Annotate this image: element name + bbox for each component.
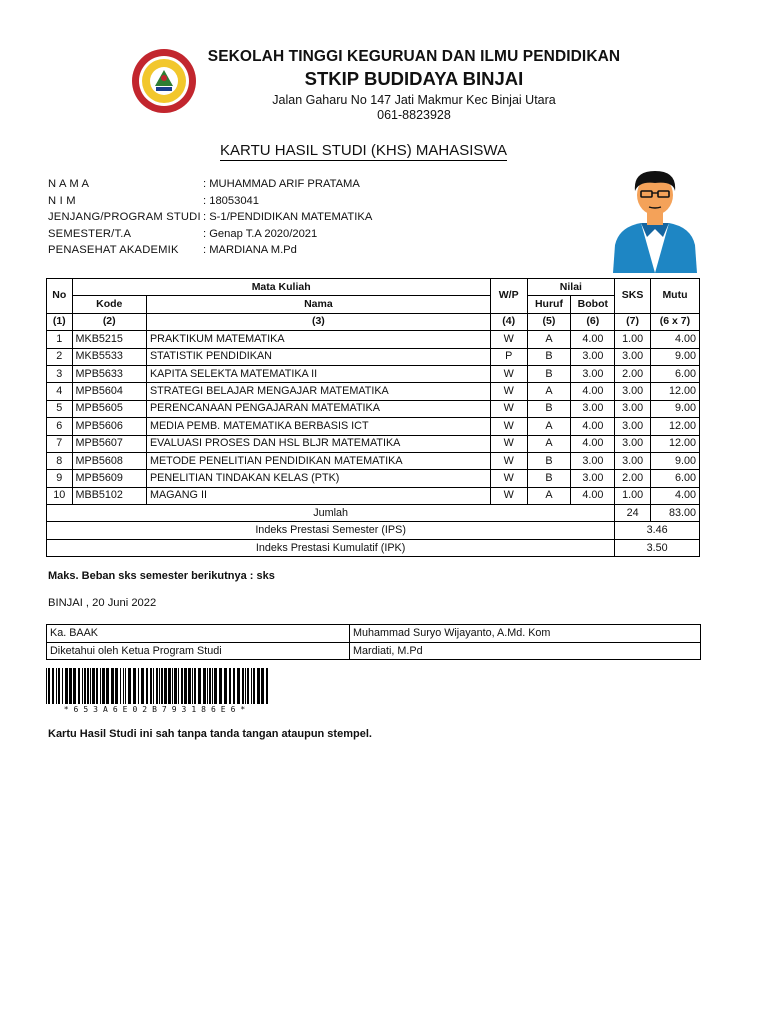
cell-sks: 1.00 <box>615 331 651 348</box>
cell-sks: 3.00 <box>615 383 651 400</box>
cell-bobot: 3.00 <box>571 365 615 382</box>
cell-nama: MEDIA PEMB. MATEMATIKA BERBASIS ICT <box>146 418 490 435</box>
student-avatar-icon <box>611 163 699 273</box>
index-cell: (4) <box>490 313 527 330</box>
cell-sks: 3.00 <box>615 452 651 469</box>
cell-sks: 2.00 <box>615 470 651 487</box>
institution-address: Jalan Gaharu No 147 Jati Makmur Kec Binjai Utara <box>272 93 556 107</box>
table-row <box>47 400 700 417</box>
cell-wp: W <box>490 383 527 400</box>
cell-bobot: 4.00 <box>571 487 615 504</box>
cell-sks: 2.00 <box>615 365 651 382</box>
signature-role: Diketahui oleh Ketua Program Studi <box>47 642 350 660</box>
cell-mutu: 9.00 <box>650 348 699 365</box>
cell-bobot: 4.00 <box>571 383 615 400</box>
cell-bobot: 3.00 <box>571 348 615 365</box>
ips-value: 3.46 <box>615 522 700 539</box>
cell-huruf: B <box>527 470 571 487</box>
cell-mutu: 12.00 <box>650 435 699 452</box>
jumlah-row <box>47 505 700 522</box>
cell-nama: PENELITIAN TINDAKAN KELAS (PTK) <box>146 470 490 487</box>
cell-mutu: 6.00 <box>650 470 699 487</box>
cell-nama: STATISTIK PENDIDIKAN <box>146 348 490 365</box>
jumlah-label: Jumlah <box>47 505 615 522</box>
cell-bobot: 4.00 <box>571 435 615 452</box>
table-row <box>47 470 700 487</box>
cell-no: 4 <box>47 383 73 400</box>
cell-nama: PERENCANAAN PENGAJARAN MATEMATIKA <box>146 400 490 417</box>
cell-nama: STRATEGI BELAJAR MENGAJAR MATEMATIKA <box>146 383 490 400</box>
cell-no: 3 <box>47 365 73 382</box>
signature-table <box>46 624 701 660</box>
cell-huruf: B <box>527 348 571 365</box>
document-title: KARTU HASIL STUDI (KHS) MAHASISWA <box>220 142 507 159</box>
cell-sks: 3.00 <box>615 400 651 417</box>
cell-huruf: A <box>527 383 571 400</box>
cell-wp: W <box>490 331 527 348</box>
cell-no: 5 <box>47 400 73 417</box>
cell-nama: MAGANG II <box>146 487 490 504</box>
cell-no: 9 <box>47 470 73 487</box>
prodi-label: JENJANG/PROGRAM STUDI <box>48 211 201 223</box>
cell-nama: PRAKTIKUM MATEMATIKA <box>146 331 490 348</box>
cell-kode: MPB5609 <box>72 470 146 487</box>
cell-kode: MKB5215 <box>72 331 146 348</box>
cell-huruf: A <box>527 435 571 452</box>
nim-value: : 18053041 <box>203 194 259 207</box>
cell-mutu: 6.00 <box>650 365 699 382</box>
cell-no: 8 <box>47 452 73 469</box>
cell-mutu: 12.00 <box>650 418 699 435</box>
place-date: BINJAI , 20 Juni 2022 <box>48 597 157 609</box>
semester-value: : Genap T.A 2020/2021 <box>203 227 318 240</box>
cell-bobot: 3.00 <box>571 452 615 469</box>
barcode-icon <box>46 668 268 704</box>
table-row <box>47 348 700 365</box>
cell-no: 6 <box>47 418 73 435</box>
jumlah-sks: 24 <box>615 505 651 522</box>
cell-kode: MPB5605 <box>72 400 146 417</box>
column-index-row <box>47 313 700 330</box>
signature-row <box>47 625 701 643</box>
pa-label: PENASEHAT AKADEMIK <box>48 244 179 256</box>
pa-value: : MARDIANA M.Pd <box>203 244 297 256</box>
institution-name: STKIP BUDIDAYA BINJAI <box>304 68 524 89</box>
cell-bobot: 4.00 <box>571 331 615 348</box>
nama-label: N A M A <box>48 178 90 190</box>
prodi-value: : S-1/PENDIDIKAN MATEMATIKA <box>203 211 373 223</box>
cell-wp: W <box>490 418 527 435</box>
header-nama: Nama <box>146 296 490 313</box>
cell-no: 10 <box>47 487 73 504</box>
cell-kode: MBB5102 <box>72 487 146 504</box>
cell-huruf: A <box>527 487 571 504</box>
cell-sks: 3.00 <box>615 418 651 435</box>
index-cell: (3) <box>146 313 490 330</box>
index-cell: (2) <box>72 313 146 330</box>
index-cell: (5) <box>527 313 571 330</box>
cell-bobot: 3.00 <box>571 470 615 487</box>
signature-role: Ka. BAAK <box>47 625 350 643</box>
header-mata-kuliah: Mata Kuliah <box>72 279 490 296</box>
institution-phone: 061-8823928 <box>377 108 451 122</box>
header-wp: W/P <box>490 279 527 314</box>
ipk-label: Indeks Prestasi Kumulatif (IPK) <box>47 539 615 556</box>
cell-kode: MPB5606 <box>72 418 146 435</box>
cell-huruf: A <box>527 418 571 435</box>
barcode-text: *653A6E02B793186E6* <box>63 705 251 714</box>
header-mutu: Mutu <box>650 279 699 314</box>
cell-huruf: B <box>527 400 571 417</box>
signature-name: Muhammad Suryo Wijayanto, A.Md. Kom <box>350 625 701 643</box>
ipk-value: 3.50 <box>615 539 700 556</box>
table-row <box>47 418 700 435</box>
table-row <box>47 383 700 400</box>
header-nilai: Nilai <box>527 279 615 296</box>
signature-row <box>47 642 701 660</box>
cell-kode: MPB5633 <box>72 365 146 382</box>
cell-sks: 1.00 <box>615 487 651 504</box>
index-cell: (6) <box>571 313 615 330</box>
cell-no: 7 <box>47 435 73 452</box>
cell-mutu: 9.00 <box>650 400 699 417</box>
grades-table <box>46 278 700 557</box>
cell-sks: 3.00 <box>615 348 651 365</box>
cell-kode: MKB5533 <box>72 348 146 365</box>
validity-note: Kartu Hasil Studi ini sah tanpa tanda tangan ataupun stempel. <box>48 728 372 740</box>
table-row <box>47 487 700 504</box>
cell-sks: 3.00 <box>615 435 651 452</box>
cell-mutu: 4.00 <box>650 487 699 504</box>
ips-label: Indeks Prestasi Semester (IPS) <box>47 522 615 539</box>
cell-wp: P <box>490 348 527 365</box>
cell-wp: W <box>490 487 527 504</box>
cell-kode: MPB5608 <box>72 452 146 469</box>
header-huruf: Huruf <box>527 296 571 313</box>
cell-nama: METODE PENELITIAN PENDIDIKAN MATEMATIKA <box>146 452 490 469</box>
table-row <box>47 331 700 348</box>
cell-huruf: B <box>527 365 571 382</box>
header-no: No <box>47 279 73 314</box>
index-cell: (1) <box>47 313 73 330</box>
cell-wp: W <box>490 452 527 469</box>
table-row <box>47 365 700 382</box>
cell-wp: W <box>490 365 527 382</box>
header-sks: SKS <box>615 279 651 314</box>
cell-huruf: B <box>527 452 571 469</box>
cell-no: 1 <box>47 331 73 348</box>
nim-label: N I M <box>48 194 76 207</box>
cell-no: 2 <box>47 348 73 365</box>
index-cell: (6 x 7) <box>650 313 699 330</box>
cell-wp: W <box>490 470 527 487</box>
index-cell: (7) <box>615 313 651 330</box>
jumlah-mutu: 83.00 <box>650 505 699 522</box>
ips-row <box>47 522 700 539</box>
cell-wp: W <box>490 435 527 452</box>
header-kode: Kode <box>72 296 146 313</box>
ipk-row <box>47 539 700 556</box>
semester-label: SEMESTER/T.A <box>48 227 132 240</box>
table-row <box>47 435 700 452</box>
cell-wp: W <box>490 400 527 417</box>
table-row <box>47 452 700 469</box>
max-credit-note: Maks. Beban sks semester berikutnya : sks <box>48 570 275 582</box>
cell-mutu: 12.00 <box>650 383 699 400</box>
cell-bobot: 4.00 <box>571 418 615 435</box>
header-bobot: Bobot <box>571 296 615 313</box>
cell-huruf: A <box>527 331 571 348</box>
cell-nama: EVALUASI PROSES DAN HSL BLJR MATEMATIKA <box>146 435 490 452</box>
cell-nama: KAPITA SELEKTA MATEMATIKA II <box>146 365 490 382</box>
signature-name: Mardiati, M.Pd <box>350 642 701 660</box>
cell-kode: MPB5607 <box>72 435 146 452</box>
nama-value: : MUHAMMAD ARIF PRATAMA <box>203 178 360 190</box>
cell-kode: MPB5604 <box>72 383 146 400</box>
cell-mutu: 9.00 <box>650 452 699 469</box>
student-info <box>48 176 372 259</box>
institution-type: SEKOLAH TINGGI KEGURUAN DAN ILMU PENDIDIKAN <box>207 48 621 65</box>
cell-bobot: 3.00 <box>571 400 615 417</box>
cell-mutu: 4.00 <box>650 331 699 348</box>
